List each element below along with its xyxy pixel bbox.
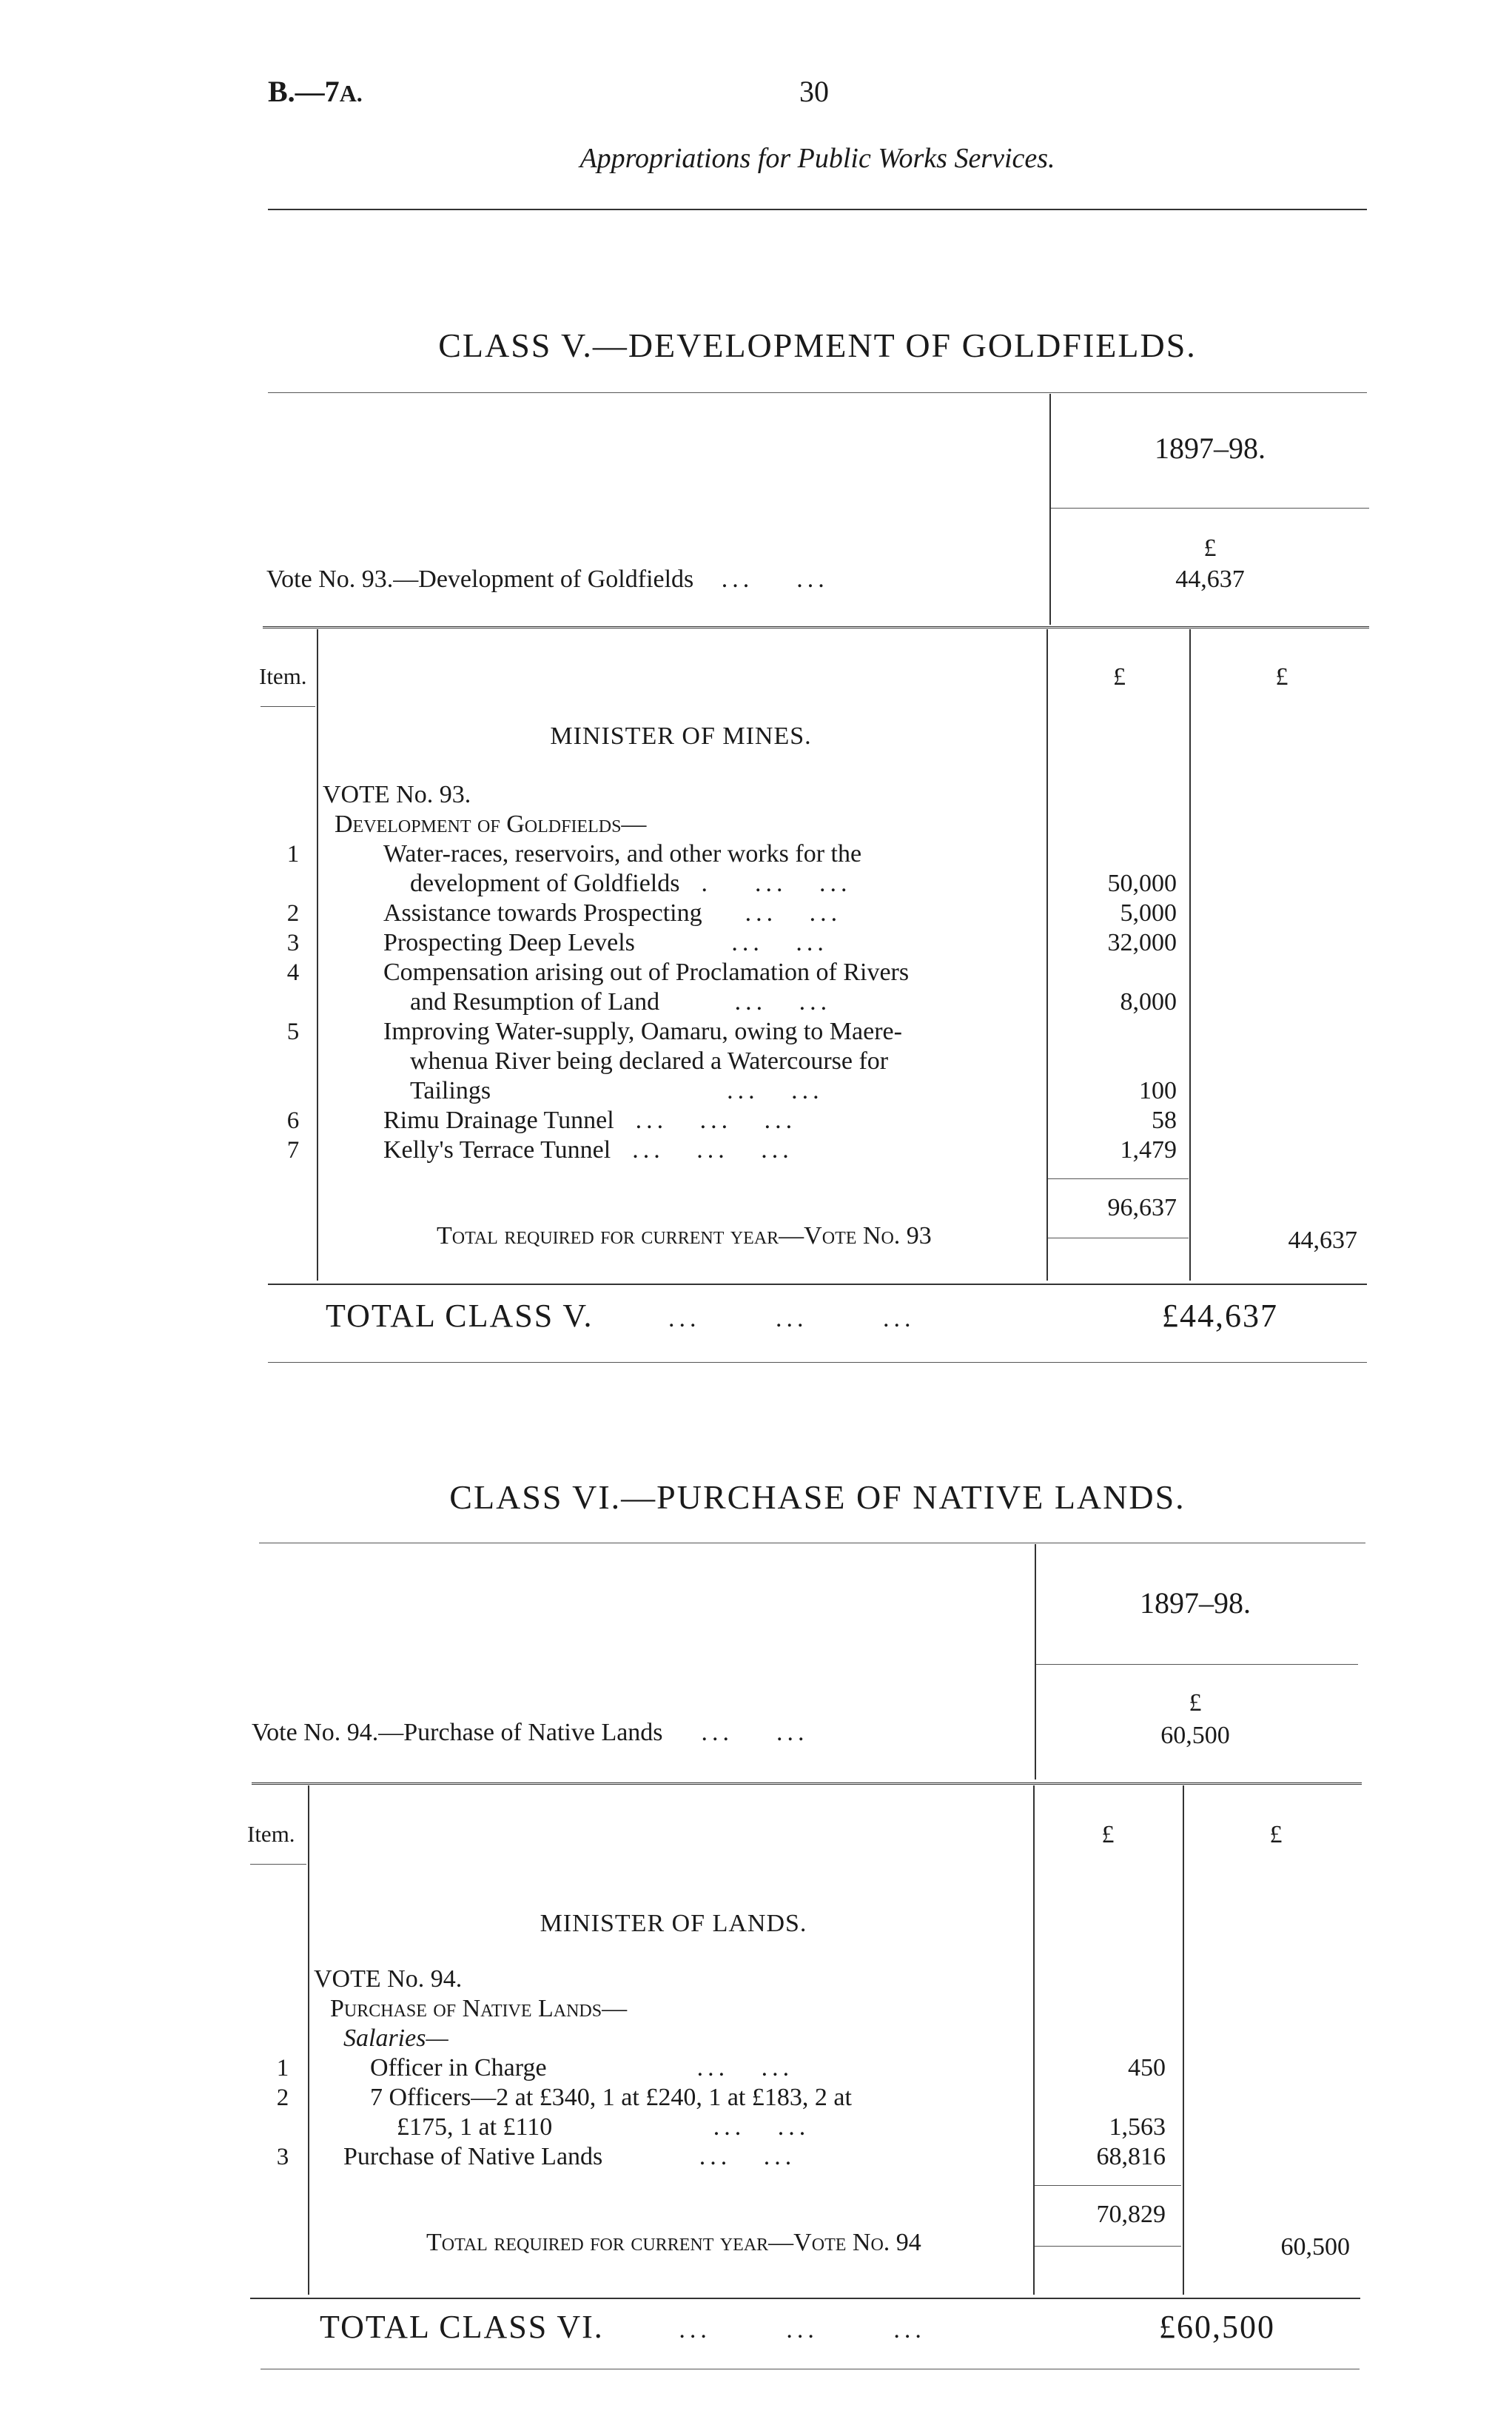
class5-item-desc-cont: development of Goldfields . ... ...	[410, 870, 852, 897]
class5-item-number: 4	[286, 959, 300, 986]
class5-title: CLASS V.—DEVELOPMENT OF GOLDFIELDS.	[438, 326, 1197, 364]
class6-vote-line: Vote No. 94.—Purchase of Native Lands ... ...	[252, 1719, 809, 1746]
class6-subtotal-rule	[1035, 2185, 1181, 2186]
class6-vote-number: VOTE No. 94.	[314, 1965, 463, 1993]
class5-item-desc: Compensation arising out of Proclamation of Rivers	[383, 959, 910, 986]
class6-pound-sign: £	[1189, 1689, 1202, 1717]
class6-item-header: Item.	[247, 1821, 295, 1847]
class6-year-rule	[1036, 1664, 1358, 1665]
class6-item-desc: Officer in Charge ... ...	[370, 2054, 794, 2081]
class5-item-amount: 5,000	[1120, 899, 1177, 927]
class5-vote-amount: 44,637	[1175, 566, 1245, 593]
class5-class-total-label: TOTAL CLASS V. ... ... ...	[326, 1298, 915, 1334]
class6-item-number: 3	[276, 2144, 289, 2170]
class5-item-number: 7	[286, 1137, 300, 1164]
class5-item-amount: 1,479	[1120, 1136, 1177, 1164]
class6-col1-divider	[1033, 1785, 1035, 2295]
class6-item-amount: 1,563	[1109, 2113, 1166, 2141]
class6-item-desc: 7 Officers—2 at £340, 1 at £240, 1 at £183, 2 at	[370, 2084, 852, 2111]
class5-item-desc: Prospecting Deep Levels ... ...	[383, 929, 828, 956]
class5-item-header-rule	[261, 706, 315, 707]
class5-total-label: Total required for current year—Vote No. 93	[437, 1222, 932, 1249]
class6-table-bottom-rule	[250, 2298, 1360, 2299]
class6-item-number: 1	[276, 2055, 289, 2081]
class5-year-rule	[1051, 508, 1369, 509]
class5-item-number: 3	[286, 930, 300, 956]
class6-salaries-heading: Salaries—	[343, 2025, 448, 2052]
class5-col2-divider	[1189, 629, 1191, 1281]
report-reference: B.—7A.	[268, 75, 363, 108]
class5-vote-number: VOTE No. 93.	[323, 781, 471, 808]
class6-item-desc-cont: £175, 1 at £110 ... ...	[397, 2113, 810, 2141]
class6-title: CLASS VI.—PURCHASE OF NATIVE LANDS.	[449, 1478, 1186, 1516]
class5-summary-rule	[263, 626, 1369, 631]
class6-item-desc: Purchase of Native Lands ... ...	[343, 2143, 796, 2170]
class5-year: 1897–98.	[1155, 432, 1266, 465]
class6-item-number: 2	[276, 2084, 289, 2111]
class6-minister: MINISTER OF LANDS.	[540, 1910, 807, 1937]
class6-item-amount: 68,816	[1096, 2143, 1166, 2170]
class5-item-desc: Rimu Drainage Tunnel ... ... ...	[383, 1107, 797, 1134]
class6-vote-amount: 60,500	[1160, 1722, 1230, 1749]
class6-item-amount: 450	[1128, 2054, 1166, 2081]
page-number: 30	[799, 75, 829, 108]
class6-col1-currency: £	[1101, 1821, 1115, 1848]
class5-item-amount: 100	[1139, 1077, 1177, 1104]
class6-col2-divider	[1183, 1785, 1184, 2295]
class5-col1-currency: £	[1113, 663, 1126, 691]
class5-item-desc: Improving Water-supply, Oamaru, owing to Maere-	[383, 1018, 902, 1045]
class5-item-desc: Kelly's Terrace Tunnel ... ... ...	[383, 1136, 793, 1164]
class5-item-amount: 58	[1152, 1107, 1177, 1134]
class5-col2-currency: £	[1275, 663, 1288, 691]
class5-vote-line: Vote No. 93.—Development of Goldfields ... ...	[266, 566, 829, 593]
class5-item-amount: 50,000	[1107, 870, 1177, 897]
class6-class-total-label: TOTAL CLASS VI. ... ... ...	[320, 2309, 926, 2345]
class5-item-number: 5	[286, 1019, 300, 1045]
class5-item-amount: 8,000	[1120, 988, 1177, 1016]
class5-class-total-amount: £44,637	[1162, 1298, 1278, 1334]
header-rule	[268, 209, 1367, 210]
class6-total-amount: 60,500	[1280, 2233, 1350, 2261]
page-subtitle: Appropriations for Public Works Services.	[579, 143, 1055, 174]
class5-title-rule	[268, 392, 1367, 393]
class6-class-total-amount: £60,500	[1159, 2309, 1275, 2345]
class5-end-rule	[268, 1362, 1367, 1363]
class5-item-desc: Water-races, reservoirs, and other works for the	[383, 840, 862, 868]
class5-item-desc: Assistance towards Prospecting ... ...	[383, 899, 842, 927]
class6-total-label: Total required for current year—Vote No. 94	[426, 2229, 921, 2256]
class5-total-amount: 44,637	[1288, 1227, 1357, 1254]
class5-item-desc-cont: Tailings ... ...	[410, 1077, 824, 1104]
class6-col2-currency: £	[1269, 1821, 1283, 1848]
class5-subtotal: 96,637	[1107, 1194, 1177, 1221]
class5-subtotal-rule	[1048, 1178, 1189, 1179]
class5-item-amount: 32,000	[1107, 929, 1177, 956]
class5-item-number: 2	[286, 900, 300, 927]
class6-subtotal-underline	[1035, 2246, 1181, 2247]
class5-pound-sign: £	[1203, 534, 1217, 562]
class5-item-number: 1	[286, 841, 300, 868]
class5-table-bottom-rule	[268, 1284, 1367, 1285]
class6-summary-rule	[252, 1782, 1362, 1787]
class6-year: 1897–98.	[1140, 1586, 1251, 1620]
class5-item-number: 6	[286, 1107, 300, 1134]
class5-col1-divider	[1046, 629, 1048, 1281]
class5-item-desc-cont: whenua River being declared a Watercourse for	[410, 1047, 889, 1075]
class5-minister: MINISTER OF MINES.	[550, 722, 812, 750]
class6-item-header-rule	[250, 1864, 306, 1865]
class6-subhead: Purchase of Native Lands—	[330, 1995, 628, 2022]
class5-item-header: Item.	[259, 663, 307, 689]
class5-item-desc-cont: and Resumption of Land ... ...	[410, 988, 832, 1016]
class6-subtotal: 70,829	[1096, 2201, 1166, 2228]
class5-subhead: Development of Goldfields—	[335, 811, 647, 838]
class6-item-col-divider	[308, 1785, 309, 2295]
